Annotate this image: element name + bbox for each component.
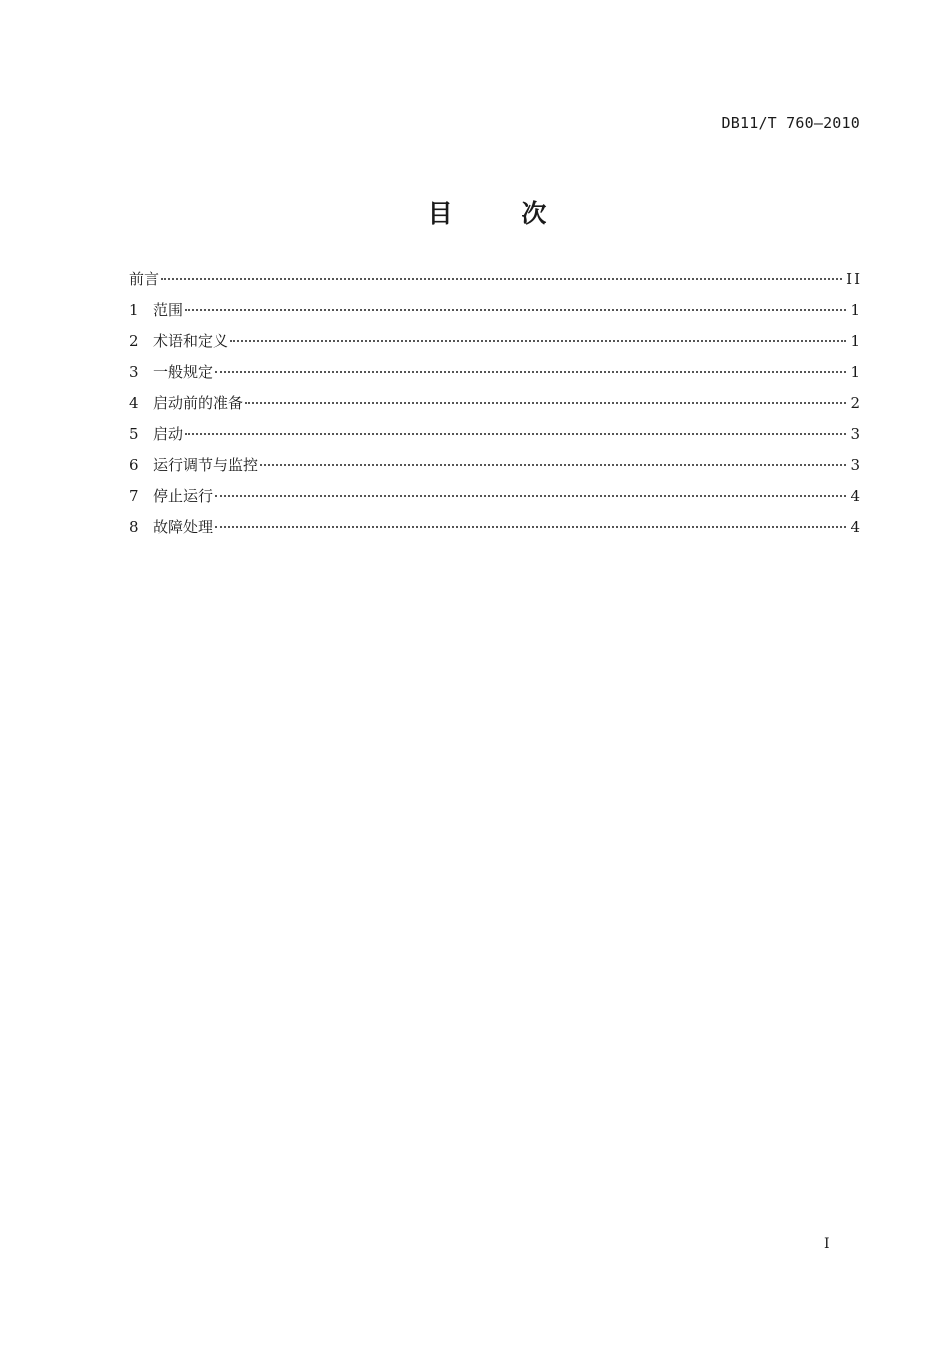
toc-entry-preface[interactable] <box>129 264 860 295</box>
toc-leader-dots <box>260 464 846 466</box>
toc-entry-label: 范围 <box>153 301 184 319</box>
toc-leader-dots <box>185 433 846 435</box>
toc-entry-troubleshooting[interactable] <box>129 512 860 543</box>
toc-entry-general[interactable] <box>129 357 860 388</box>
toc-entry-page: 1 <box>850 332 862 350</box>
toc-entry-number: 5 <box>129 425 139 443</box>
toc-entry-label: 故障处理 <box>153 518 214 536</box>
toc-entry-label: 前言 <box>129 270 160 288</box>
toc-entry-page: 4 <box>850 518 862 536</box>
table-of-contents <box>129 264 860 543</box>
toc-entry-page: 1 <box>850 363 862 381</box>
page-number: I <box>824 1236 830 1252</box>
toc-entry-number: 1 <box>129 301 139 319</box>
toc-leader-dots <box>215 526 846 528</box>
toc-entry-number: 3 <box>129 363 139 381</box>
toc-entry-page: 4 <box>850 487 862 505</box>
toc-entry-label: 运行调节与监控 <box>153 456 259 474</box>
toc-entry-label: 停止运行 <box>153 487 214 505</box>
toc-entry-scope[interactable] <box>129 295 860 326</box>
toc-leader-dots <box>230 340 846 342</box>
toc-leader-dots <box>215 495 846 497</box>
toc-entry-page: II <box>846 270 862 288</box>
toc-entry-startup[interactable] <box>129 419 860 450</box>
toc-entry-page: 1 <box>850 301 862 319</box>
toc-entry-label: 术语和定义 <box>153 332 229 350</box>
toc-entry-label: 启动前的准备 <box>153 394 244 412</box>
document-code: DB11/T 760—2010 <box>721 114 860 132</box>
toc-entry-preparation[interactable] <box>129 388 860 419</box>
toc-entry-number: 7 <box>129 487 139 505</box>
toc-leader-dots <box>185 309 846 311</box>
toc-leader-dots <box>245 402 846 404</box>
toc-entry-page: 2 <box>850 394 862 412</box>
toc-leader-dots <box>161 278 842 280</box>
page-title: 目 次 <box>427 199 549 228</box>
toc-entry-operation[interactable] <box>129 450 860 481</box>
toc-entry-page: 3 <box>850 456 862 474</box>
toc-entry-shutdown[interactable] <box>129 481 860 512</box>
toc-entry-label: 一般规定 <box>153 363 214 381</box>
toc-entry-number: 8 <box>129 518 139 536</box>
toc-entry-label: 启动 <box>153 425 184 443</box>
toc-leader-dots <box>215 371 846 373</box>
toc-entry-page: 3 <box>850 425 862 443</box>
toc-entry-number: 2 <box>129 332 139 350</box>
toc-entry-number: 4 <box>129 394 139 412</box>
toc-entry-number: 6 <box>129 456 139 474</box>
toc-entry-terms[interactable] <box>129 326 860 357</box>
